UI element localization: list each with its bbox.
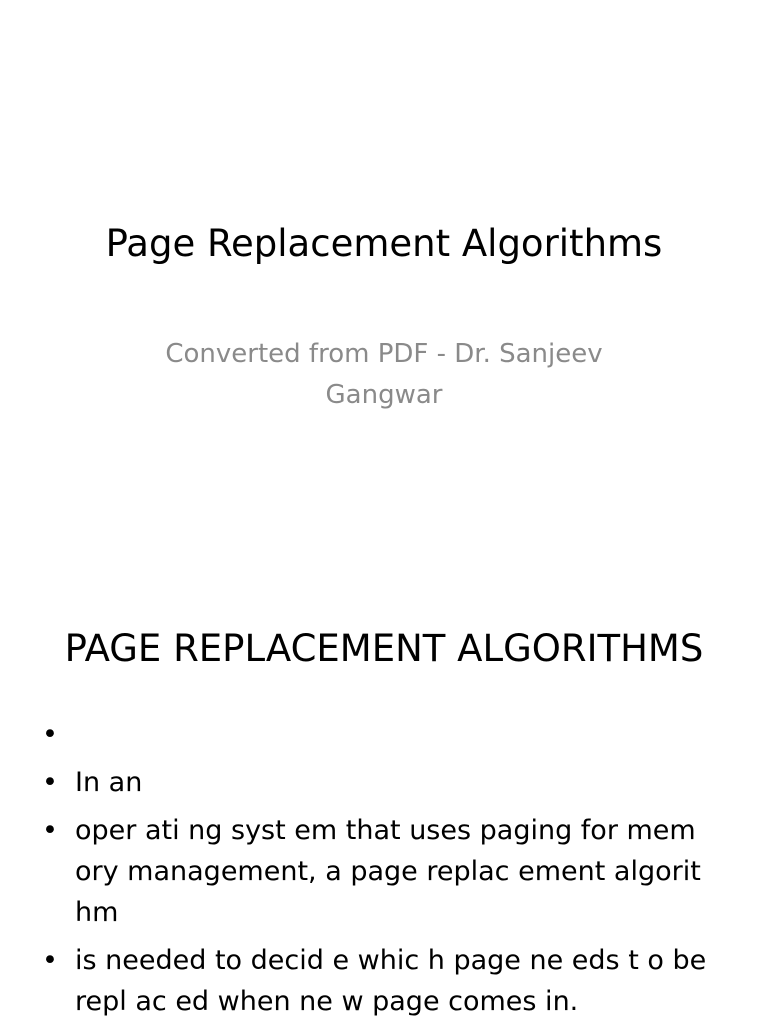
bullet-icon: • [42, 815, 58, 846]
bullet-item [42, 940, 722, 1022]
content-slide [0, 576, 768, 1024]
bullet-item [42, 762, 722, 803]
bullet-item [42, 810, 722, 933]
bullet-icon: • [42, 719, 58, 750]
bullet-list [42, 714, 722, 1029]
slide-subtitle: Converted from PDF - Dr. Sanjeev Gangwar [165, 339, 603, 410]
bullet-text: In an [75, 767, 143, 798]
slide-title: Page Replacement Algorithms [105, 222, 663, 265]
bullet-icon: • [42, 767, 58, 798]
bullet-item [42, 714, 722, 755]
bullet-text: is needed to decid e whic h page ne eds t o be repl ac ed when ne w page comes in. [75, 945, 707, 1017]
bullet-text: oper ati ng syst em that uses paging for mem ory management, a page replac ement algorit hm [75, 815, 701, 928]
content-slide-title: PAGE REPLACEMENT ALGORITHMS [64, 627, 704, 670]
bullet-icon: • [42, 945, 58, 976]
